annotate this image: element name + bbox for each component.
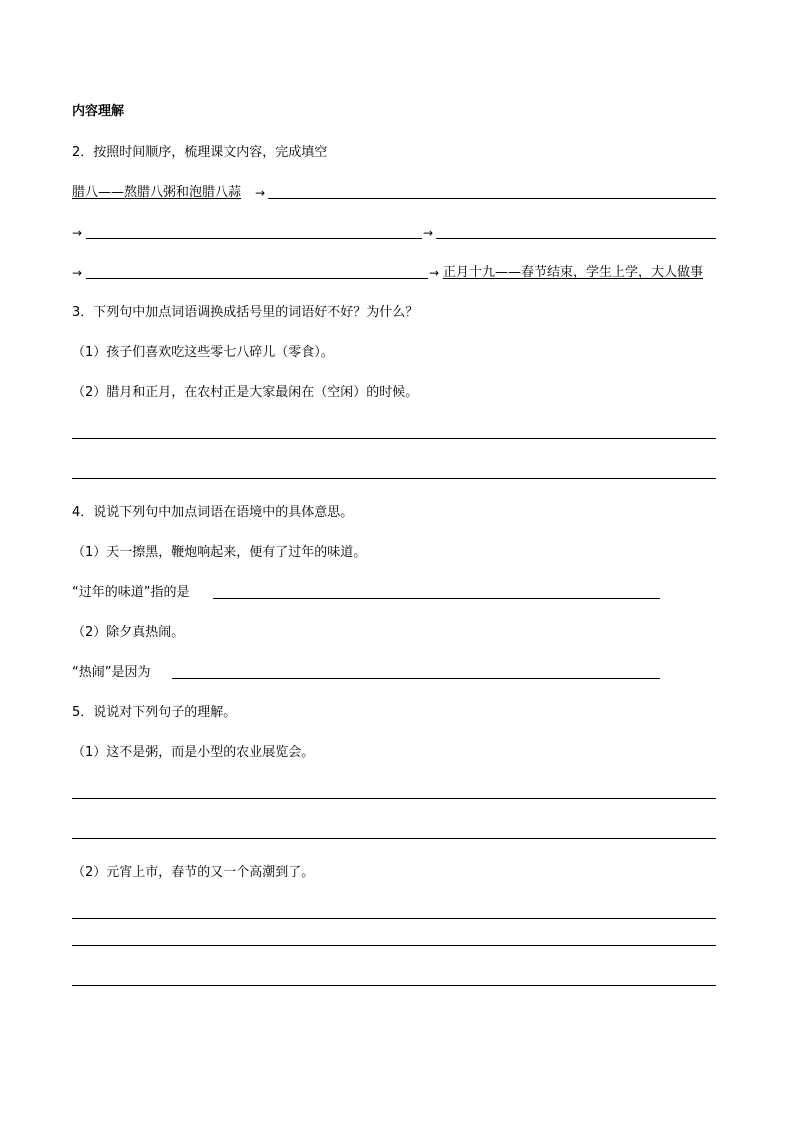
arrow-icon: →	[423, 226, 434, 240]
q2-start-text: 腊八——熬腊八粥和泡腊八蒜	[72, 185, 242, 200]
section-title: 内容理解	[72, 104, 125, 119]
q2-prompt: 2．按照时间顺序，梳理课文内容，完成填空	[72, 145, 328, 160]
q3-answer-line-2[interactable]	[72, 478, 716, 479]
arrow-icon: →	[429, 266, 440, 280]
q5-answer-line-2[interactable]	[72, 838, 716, 839]
q4-fill-label-2: “热闹”是因为	[72, 665, 151, 680]
q5-answer-line-5[interactable]	[72, 985, 716, 986]
q4-blank-1[interactable]	[213, 598, 660, 599]
q4-item-1: （1）天一擦黑，鞭炮响起来，便有了过年的味道。	[72, 545, 367, 560]
arrow-icon: →	[255, 186, 266, 200]
q4-item-2: （2）除夕真热闹。	[72, 625, 185, 640]
q2-blank-4[interactable]	[86, 278, 428, 279]
q2-blank-3[interactable]	[436, 238, 716, 239]
q5-answer-line-1[interactable]	[72, 798, 716, 799]
q4-prompt: 4．说说下列句中加点词语在语境中的具体意思。	[72, 505, 354, 520]
q5-item-1: （1）这不是粥，而是小型的农业展览会。	[72, 745, 315, 760]
q4-fill-label-1: “过年的味道”指的是	[72, 585, 190, 600]
q5-prompt: 5．说说对下列句子的理解。	[72, 705, 237, 720]
q2-blank-2[interactable]	[86, 238, 422, 239]
q3-prompt: 3．下列句中加点词语调换成括号里的词语好不好？为什么？	[72, 305, 419, 320]
q3-item-1: （1）孩子们喜欢吃这些零七八碎儿（零食）。	[72, 345, 334, 360]
q2-end-text: 正月十九——春节结束，学生上学，大人做事	[443, 265, 704, 280]
arrow-icon: →	[72, 226, 83, 240]
q3-answer-line-1[interactable]	[72, 438, 716, 439]
q5-item-2: （2）元宵上市，春节的又一个高潮到了。	[72, 865, 315, 880]
q5-answer-line-3[interactable]	[72, 918, 716, 919]
arrow-icon: →	[72, 266, 83, 280]
q2-blank-1[interactable]	[268, 198, 716, 199]
q3-item-2: （2）腊月和正月，在农村正是大家最闲在（空闲）的时候。	[72, 385, 419, 400]
q5-answer-line-4[interactable]	[72, 945, 716, 946]
q4-blank-2[interactable]	[172, 678, 660, 679]
